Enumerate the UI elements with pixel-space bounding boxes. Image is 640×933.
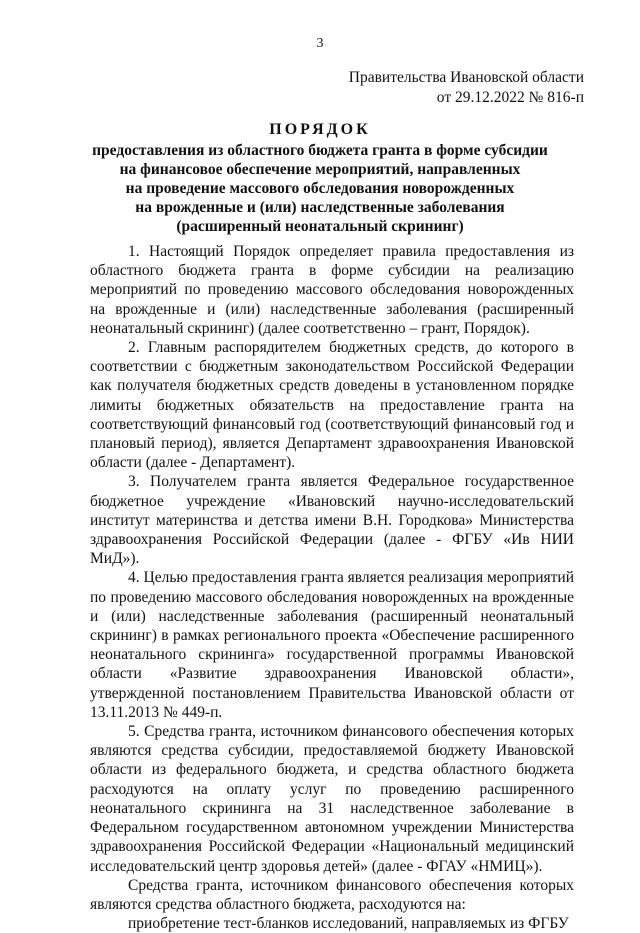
title-subtitle-line: предоставления из областного бюджета гранта в форме субсидии <box>92 142 548 159</box>
title-subtitle-line: на врожденные и (или) наследственные заболевания <box>135 199 505 216</box>
header-line-1: Правительства Ивановской области <box>348 69 584 86</box>
paragraph-3: 3. Получателем гранта является Федеральное государственное бюджетное учреждение «Ивановский научно-исследовательский институт материнства и детства имени В.Н. Городкова» Министерства здравоохранения Российской Федерации (далее - ФГБУ «Ив НИИ МиД»). <box>90 473 574 568</box>
paragraph-4: 4. Целью предоставления гранта является реализация мероприятий по проведению массового обследования новорожденных на врожденные и (или) наследственные заболевания (расширенный неонатальный скрининг) в рамках регионального проекта «Обеспечение расширенного неонатального скрининга» государственной программы Ивановской области «Развитие здравоохранения Ивановской области», утвержденной постановлением Правительства Ивановской области от 13.11.2013 № 449-п. <box>90 569 574 721</box>
paragraph-1: 1. Настоящий Порядок определяет правила предоставления из областного бюджета гранта в форме субсидии на реализацию мероприятий по проведению массового обследования новорожденных на врожденные и (или) наследственные заболевания (расширенный неонатальный скрининг) (далее соответственно – грант, Порядок). <box>90 243 574 337</box>
document-title <box>90 120 550 236</box>
title-subtitle-line: (расширенный неонатальный скрининг) <box>176 218 464 235</box>
title-subtitle-line: на проведение массового обследования новорожденных <box>125 180 515 197</box>
paragraph-7: приобретение тест-бланков исследований, направляемых из ФГБУ <box>128 915 569 933</box>
page-number: 3 <box>316 36 324 51</box>
paragraph-2: 2. Главным распорядителем бюджетных средств, до которого в соответствии с бюджетным законодательством Российской Федерации как получателя бюджетных средств доведены в установленном порядке лимиты бюджетных обязательств на предоставление гранта на соответствующий финансовый год (соответствующий финансовый год и плановый период), является Департамент здравоохранения Ивановской области (далее - Департамент). <box>90 339 574 472</box>
title-subtitle-line: на финансовое обеспечение мероприятий, направленных <box>119 161 521 178</box>
document-header <box>349 68 584 108</box>
paragraph-5: 5. Средства гранта, источником финансового обеспечения которых являются средства субсидии, предоставляемой бюджету Ивановской области из федерального бюджета, и средства областного бюджета расходуются на оплату услуг по проведению расширенного неонатального скрининга на 31 наследственное заболевание в Федеральном государственном автономном учреждении Министерства здравоохранения Российской Федерации «Национальный медицинский исследовательский центр здоровья детей» (далее - ФГАУ «НМИЦ»). <box>90 723 574 875</box>
paragraph-6: Средства гранта, источником финансового обеспечения которых являются средства областного бюджета, расходуются на: <box>90 876 574 913</box>
document-body <box>90 242 574 933</box>
title-main: ПОРЯДОК <box>269 121 371 138</box>
header-line-2: от 29.12.2022 № 816-п <box>436 89 584 106</box>
